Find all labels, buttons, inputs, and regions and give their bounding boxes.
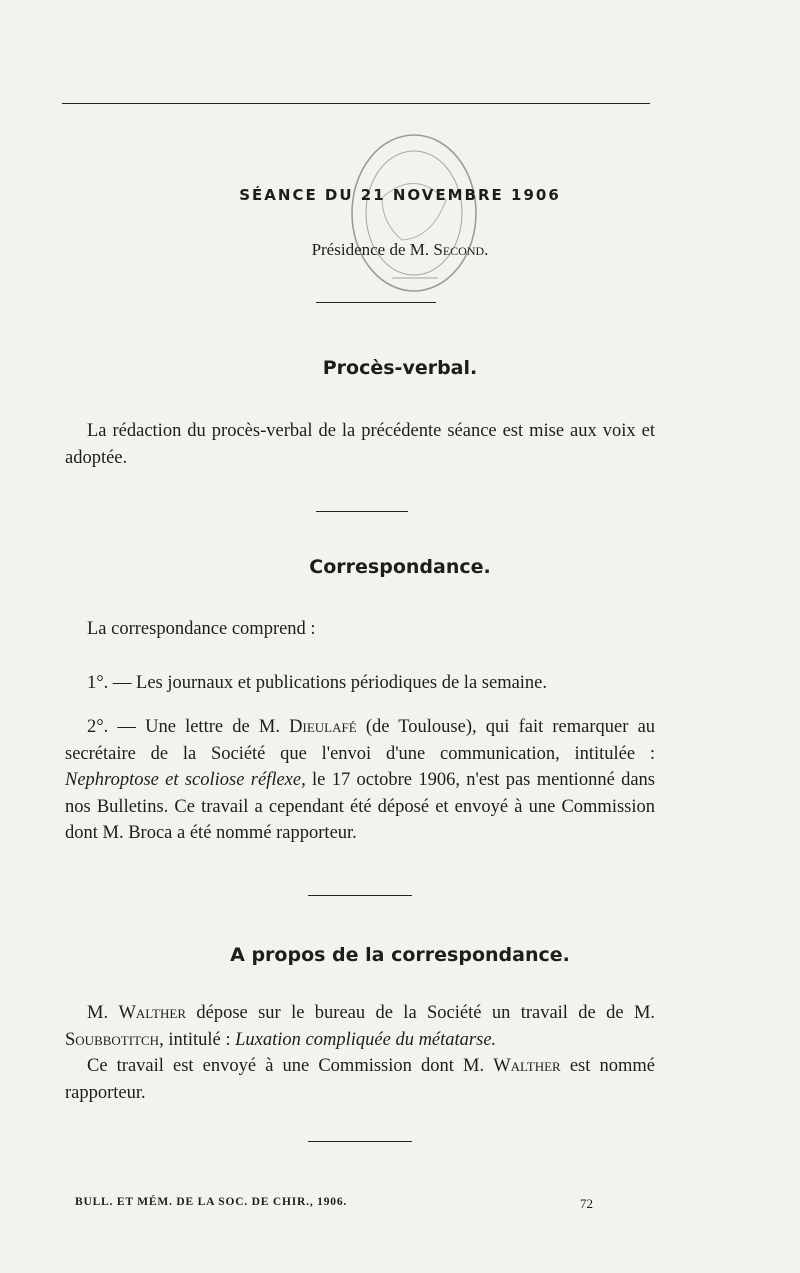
presidence-name: Second. [433, 240, 489, 259]
section-title-correspondance: Correspondance. [309, 556, 491, 578]
item2-work-title: Nephroptose et scoliose réflexe, [65, 770, 306, 790]
correspondance-intro: La correspondance comprend : [87, 619, 316, 639]
p1-work-title: Luxation compliquée du métatarse. [235, 1029, 497, 1050]
footer-journal: BULL. ET MÉM. DE LA SOC. DE CHIR., 1906. [75, 1196, 348, 1208]
item2-text-c: le 17 octobre 1906, n'est pas mentionné dans nos Bulletins. Ce travail a cependant été déposé et envoyé à une Commission dont M. Broca a été nommé rapporteur. [65, 770, 656, 843]
section-title-a-propos: A propos de la correspondance. [230, 944, 570, 966]
separator-rule [308, 1141, 412, 1142]
presidence-line [0, 240, 800, 260]
item2-author: Dieulafé [289, 717, 357, 737]
separator-rule [316, 302, 436, 303]
proces-verbal-text: La rédaction du procès-verbal de la précédente séance est mise aux voix et adoptée. [65, 421, 655, 468]
p1-text-c: , intitulé : [159, 1029, 231, 1050]
p1-text-b: dépose sur le bureau de la Société un travail de de M. [196, 1003, 656, 1023]
p1-name-walther: Walther [118, 1003, 186, 1023]
p1-name-soubbotitch: Soubbotitch [65, 1029, 160, 1050]
session-title: SÉANCE DU 21 NOVEMBRE 1906 [239, 186, 561, 204]
correspondance-item-1: 1°. — Les journaux et publications périodiques de la semaine. [87, 673, 548, 693]
p1-text-a: M. [87, 1003, 109, 1023]
a-propos-paragraph-1 [65, 1000, 655, 1053]
a-propos-paragraph-2 [65, 1053, 655, 1106]
item2-text-b: (de Toulouse), qui fait remarquer au secrétaire de la Société que l'envoi d'une communication, intitulée : [65, 717, 656, 764]
library-stamp-icon [342, 128, 492, 298]
top-rule [62, 103, 650, 104]
p2-text-a: Ce travail est envoyé à une Commission dont M. [87, 1056, 485, 1076]
separator-rule [316, 511, 408, 512]
item2-text-a: 2°. — Une lettre de M. [87, 717, 280, 737]
page-number: 72 [580, 1196, 593, 1211]
section-title-proces-verbal: Procès-verbal. [322, 357, 478, 379]
p2-text-b: est nommé rapporteur. [65, 1056, 655, 1103]
p2-name-walther: Walther [493, 1056, 561, 1076]
correspondance-item-2 [65, 714, 655, 847]
separator-rule [308, 895, 412, 896]
presidence-prefix: Présidence de M. [311, 240, 430, 259]
